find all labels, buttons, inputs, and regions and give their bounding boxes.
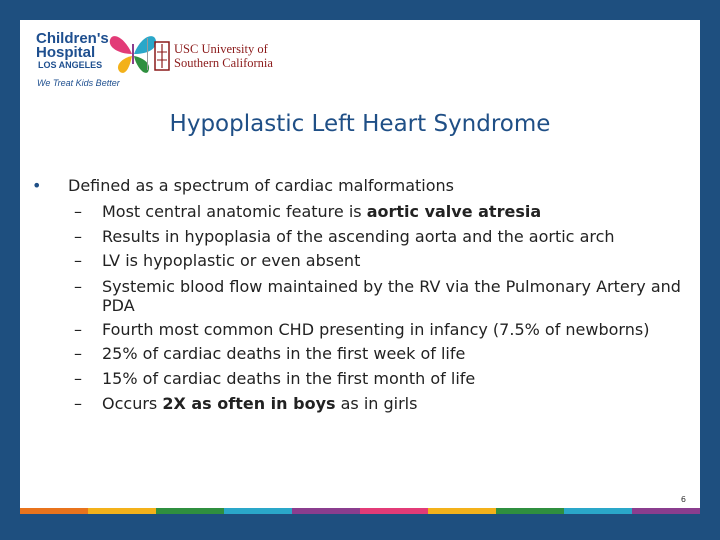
usc-name-line1: USC University of <box>174 42 268 56</box>
stripe-segment <box>88 508 156 514</box>
stripe-segment <box>360 508 428 514</box>
main-bullet-text: Defined as a spectrum of cardiac malformations <box>68 176 455 195</box>
chla-la-text: LOS ANGELES <box>38 60 103 70</box>
main-bullet <box>32 174 682 198</box>
slide <box>20 20 700 514</box>
page-number: 6 <box>680 495 686 504</box>
usc-name-line2: Southern California <box>174 56 273 70</box>
usc-seal-icon <box>154 40 170 74</box>
color-stripe <box>20 508 700 514</box>
sub-bullet: – Most central anatomic feature is aortic valve atresia <box>74 202 542 221</box>
chla-tagline: We Treat Kids Better <box>37 78 120 88</box>
sub-bullet: – 15% of cardiac deaths in the first month of life <box>74 368 476 388</box>
stripe-segment <box>496 508 564 514</box>
stripe-segment <box>224 508 292 514</box>
chla-name: Children's Hospital <box>36 30 109 61</box>
sub-bullet: – Occurs 2X as often in boys as in girls <box>74 393 418 413</box>
usc-logo <box>154 40 294 74</box>
bullet-marker: • <box>32 176 42 195</box>
stripe-segment <box>20 508 88 514</box>
logo-divider <box>147 38 148 70</box>
sub-bullet: – LV is hypoplastic or even absent <box>74 251 361 271</box>
stripe-segment <box>156 508 224 514</box>
sub-bullet-list <box>32 200 682 416</box>
sub-bullet: – Systemic blood flow maintained by the RV via the Pulmonary Artery and PDA <box>74 276 681 315</box>
stripe-segment <box>564 508 632 514</box>
chla-logo <box>36 30 160 112</box>
sub-bullet: – 25% of cardiac deaths in the first week of life <box>74 344 466 364</box>
stripe-segment <box>428 508 496 514</box>
sub-bullet: – Fourth most common CHD presenting in infancy (7.5% of newborns) <box>74 319 650 339</box>
slide-title: Hypoplastic Left Heart Syndrome <box>169 111 551 137</box>
slide-content <box>32 174 682 416</box>
butterfly-icon <box>108 30 158 76</box>
stripe-segment <box>632 508 700 514</box>
sub-bullet: – Results in hypoplasia of the ascending aorta and the aortic arch <box>74 226 615 246</box>
stripe-segment <box>292 508 360 514</box>
